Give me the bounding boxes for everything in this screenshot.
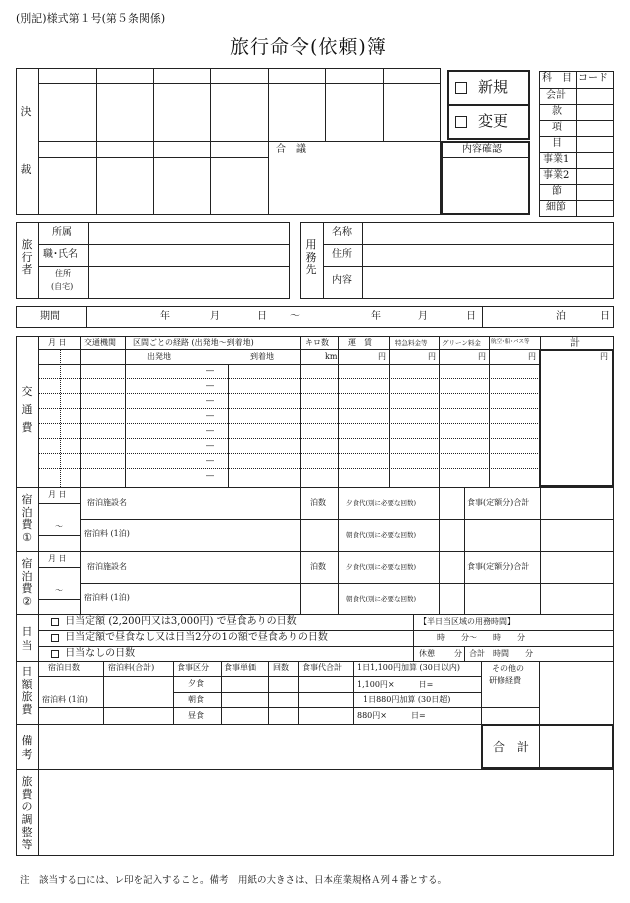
adjust-label-char: の <box>21 800 33 814</box>
lodging2-month-day: 月 日 <box>48 554 67 563</box>
adjust-label-char: 等 <box>21 838 33 852</box>
traveler-label-char: 行 <box>21 250 33 264</box>
content-check-label: 内容確認 <box>462 144 502 155</box>
daily-checkbox-2[interactable] <box>51 634 59 642</box>
position-name-label: 職･氏名 <box>43 249 78 260</box>
rest-unit: 分 <box>454 649 462 658</box>
lodging1-label-char: 泊 <box>21 505 33 519</box>
route-dash: ― <box>206 381 214 390</box>
lodging2-label-char: 費 <box>21 582 33 596</box>
yen-unit: 円 <box>600 352 608 361</box>
route-dash: ― <box>206 441 214 450</box>
transport-label-char: 費 <box>21 421 33 435</box>
business-label-char: 用 <box>305 238 317 251</box>
remarks-label-char: 備 <box>21 734 33 747</box>
col-distance: キロ数 <box>305 338 329 347</box>
addon2-label: 1日880円加算 (30日超) <box>363 695 451 704</box>
daily-label-char: 日 <box>21 625 33 638</box>
fixed-nights-header: 宿泊日数 <box>48 663 80 672</box>
addon1-calc: 1,100円× 日= <box>357 680 434 689</box>
daily-option-1[interactable] <box>51 617 297 627</box>
approval-label-1: 決 <box>20 105 32 118</box>
adjust-label-char: 調 <box>21 812 33 826</box>
other-label-2: 研修経費 <box>489 676 521 685</box>
new-option[interactable] <box>455 80 508 95</box>
page-title: 旅行命令(依頼)簿 <box>230 36 387 58</box>
account-row: 款 <box>552 106 562 117</box>
fixed-label-char: 旅 <box>21 690 33 704</box>
lodging2-facility: 宿泊施設名 <box>87 562 127 571</box>
daily-opt2-text: 日当定額で昼食なし又は日当2分の1の額で昼食ありの日数 <box>65 632 328 643</box>
account-header-subject: 科 目 <box>542 73 572 84</box>
lodging1-label-char: 費 <box>21 518 33 532</box>
fixed-label-char: 費 <box>21 702 33 716</box>
grand-total-label: 合 計 <box>493 740 530 754</box>
col-fare: 運 賃 <box>348 338 372 347</box>
account-row: 目 <box>552 138 562 149</box>
route-dash: ― <box>206 411 214 420</box>
half-day-time: 時 分～ 時 分 <box>437 633 525 642</box>
yen-unit: 円 <box>428 352 436 361</box>
account-row: 項 <box>552 122 562 133</box>
transport-label-char: 交 <box>21 385 33 398</box>
meal-breakfast: 朝食 <box>188 695 204 704</box>
col-air: 航空･船･バス等 <box>491 339 530 345</box>
departure-label: 出発地 <box>147 352 171 361</box>
yen-unit: 円 <box>378 352 386 361</box>
lodging2-rate: 宿泊料 (1泊) <box>84 593 130 602</box>
lodging1-nights: 泊数 <box>310 498 326 507</box>
addon1-label: 1日1,100円加算 (30日以内) <box>357 663 460 672</box>
daily-checkbox-3[interactable] <box>51 650 59 658</box>
new-label: 新規 <box>478 78 509 96</box>
fixed-meal-type-header: 食事区分 <box>177 663 209 672</box>
business-address-label: 住所 <box>332 249 352 260</box>
period-tilde: ～ <box>290 311 300 322</box>
account-header-code: コード <box>578 73 608 84</box>
home-label: (自宅) <box>51 282 74 291</box>
traveler-label-char: 旅 <box>21 238 33 251</box>
lodging2-label-char: 泊 <box>21 569 33 583</box>
period-stay: 泊 <box>556 311 566 322</box>
daily-opt1-text: 日当定額 (2,200円又は3,000円) で昼食ありの日数 <box>65 616 297 627</box>
lodging2-breakfast: 朝食代(別に必要な回数) <box>346 595 417 603</box>
fixed-lodging-total-header: 宿泊料(合計) <box>108 663 155 672</box>
period-label: 期間 <box>40 311 60 322</box>
col-agency: 交通機関 <box>84 338 116 347</box>
route-dash: ― <box>206 396 214 405</box>
col-total: 計 <box>570 338 580 349</box>
route-dash: ― <box>206 366 214 375</box>
route-dash: ― <box>206 456 214 465</box>
col-route: 区間ごとの経路 (出発地～到着地) <box>133 338 254 347</box>
yen-unit: 円 <box>478 352 486 361</box>
lodging1-label-char: 宿 <box>21 493 33 506</box>
account-row: 細節 <box>546 202 566 213</box>
change-option[interactable] <box>455 114 508 129</box>
daily-option-3[interactable] <box>51 649 135 659</box>
council-label: 合 議 <box>276 144 306 155</box>
lodging2-tilde: ～ <box>55 586 63 595</box>
arrival-label: 到着地 <box>250 352 274 361</box>
daily-label-char: 当 <box>21 639 33 653</box>
other-label: その他の <box>492 664 524 673</box>
address-label: 住所 <box>55 269 71 278</box>
fixed-meal-price-header: 食事単価 <box>224 663 256 672</box>
change-label: 変更 <box>478 112 509 130</box>
lodging2-dinner: 夕食代(別に必要な回数) <box>346 563 417 571</box>
lodging1-breakfast: 朝食代(別に必要な回数) <box>346 531 417 539</box>
account-row: 節 <box>552 186 562 197</box>
account-row: 事業2 <box>543 170 570 181</box>
account-row: 事業1 <box>543 154 570 165</box>
half-day-title: 【半日当区域の用務時間】 <box>419 617 515 626</box>
adjust-label-char: 費 <box>21 787 33 801</box>
lodging1-facility: 宿泊施設名 <box>87 498 127 507</box>
change-checkbox[interactable] <box>455 116 467 128</box>
route-dash: ― <box>206 471 214 480</box>
lodging1-meal-total: 食事(定額分)合計 <box>467 498 530 507</box>
approval-label-2: 裁 <box>20 163 32 176</box>
lodging1-month-day: 月 日 <box>48 490 67 499</box>
affiliation-label: 所属 <box>52 227 72 238</box>
daily-option-2[interactable] <box>51 633 328 643</box>
transport-label-char: 通 <box>21 403 33 417</box>
account-row: 会計 <box>546 90 566 101</box>
period-month: 月 <box>210 311 220 322</box>
lodging1-tilde: ～ <box>55 522 63 531</box>
fixed-meal-total-header: 食事代合計 <box>302 663 342 672</box>
new-checkbox[interactable] <box>455 82 467 94</box>
addon2-calc: 880円× 日= <box>357 711 426 720</box>
lodging1-rate: 宿泊料 (1泊) <box>84 529 130 538</box>
fixed-label-char: 額 <box>21 677 33 691</box>
total-time-label: 合計 時間 分 <box>469 649 533 658</box>
period-day: 日 <box>257 311 267 322</box>
fixed-rate-label: 宿泊料 (1泊) <box>42 695 88 704</box>
period-year2: 年 <box>371 311 381 322</box>
business-name-label: 名称 <box>332 227 352 238</box>
fixed-count-header: 回数 <box>273 663 289 672</box>
traveler-label-char: 者 <box>21 263 33 277</box>
footnote: 注 該当する□には、レ印を記入すること。備考 用紙の大きさは、日本産業規格Ａ列４番とする。 <box>20 875 447 886</box>
daily-checkbox-1[interactable] <box>51 618 59 626</box>
remarks-label-char: 考 <box>21 748 33 762</box>
lodging2-label-char: ② <box>22 594 32 608</box>
daily-opt3-text: 日当なしの日数 <box>65 648 136 659</box>
lodging2-nights: 泊数 <box>310 562 326 571</box>
meal-lunch: 昼食 <box>188 711 204 720</box>
business-label-char: 先 <box>305 263 317 277</box>
lodging1-dinner: 夕食代(別に必要な回数) <box>346 499 417 507</box>
meal-dinner: 夕食 <box>188 679 204 688</box>
lodging2-meal-total: 食事(定額分)合計 <box>467 562 530 571</box>
period-day2: 日 <box>466 311 476 322</box>
route-dash: ― <box>206 426 214 435</box>
fixed-label-char: 日 <box>21 665 33 678</box>
col-green: グリーン料金 <box>442 339 481 347</box>
business-label-char: 務 <box>305 250 317 264</box>
km-unit: km <box>325 352 338 361</box>
adjust-label-char: 整 <box>21 825 33 839</box>
period-days: 日 <box>600 311 610 322</box>
business-content-label: 内容 <box>332 275 352 286</box>
col-month-day: 月 日 <box>48 338 67 347</box>
lodging1-label-char: ① <box>22 530 32 544</box>
form-header: (別記)様式第１号(第５条関係) <box>16 12 166 25</box>
period-month2: 月 <box>418 311 428 322</box>
yen-unit: 円 <box>528 352 536 361</box>
period-year: 年 <box>160 311 170 322</box>
lodging2-label-char: 宿 <box>21 557 33 570</box>
adjust-label-char: 旅 <box>21 775 33 788</box>
col-express: 特急料金等 <box>395 339 428 347</box>
rest-label: 休憩 <box>419 649 435 658</box>
